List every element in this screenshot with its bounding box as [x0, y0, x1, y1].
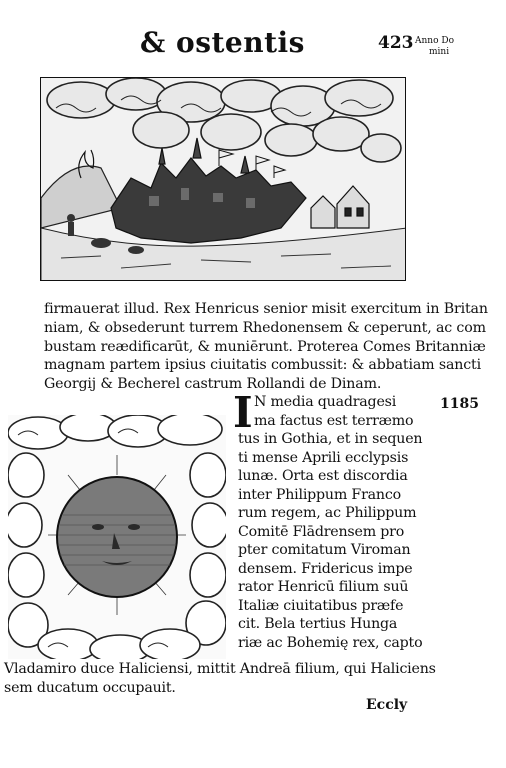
text-line: sem ducatum occupauit.: [4, 680, 176, 696]
text-line: cit. Bela tertius Hunga: [238, 616, 398, 632]
catchword: Eccly: [366, 697, 408, 713]
text-line: rator Henricū filium suū: [238, 579, 409, 595]
margin-anno-domini: [415, 36, 475, 58]
text-line: bustam reædificarūt, & muniērunt. Proterea Comes Britanniæ: [44, 339, 486, 355]
text-line: firmauerat illud. Rex Henricus senior misit exercitum in Britan: [44, 301, 488, 317]
woodcut-sun-eclipse: [8, 415, 226, 659]
text-line: Italiæ ciuitatibus præfe: [238, 597, 404, 614]
text-line: densem. Fridericus impe: [238, 560, 413, 577]
text-line: Vladamiro duce Haliciensi, mittit Andreā filium, qui Haliciens: [4, 661, 436, 677]
text-line: niam, & obsederunt turrem Rhedonensem & ceperunt, ac com: [44, 320, 486, 336]
text-line: ma factus est terræmo: [254, 412, 414, 429]
text-line: N media quadragesi: [254, 394, 397, 410]
text-line: rum regem, ac Philippum: [238, 505, 417, 521]
folio-number: 423: [378, 33, 414, 53]
text-line: riæ ac Bohemię rex, capto: [238, 634, 423, 651]
text-column: [238, 393, 424, 652]
text-line: Comitē Flādrensem pro: [238, 523, 405, 540]
drop-cap: I: [233, 388, 253, 437]
text-line: Georgij & Becherel castrum Rollandi de Dinam.: [44, 376, 382, 392]
margin-note-line1: Anno Do: [415, 36, 455, 46]
text-line: magnam partem ipsius ciuitatis combussit: & abbatiam sancti: [44, 357, 481, 373]
woodcut-burning-town: [40, 77, 406, 281]
text-line: inter Philippum Franco: [238, 486, 401, 503]
text-line: tus in Gothia, et in sequen: [238, 431, 423, 447]
text-line: pter comitatum Viroman: [238, 542, 411, 558]
margin-year: 1185: [440, 396, 479, 412]
margin-note-line2: mini: [429, 47, 450, 57]
text-line: ti mense Aprili ecclypsis: [238, 449, 409, 466]
running-head: & ostentis: [140, 26, 305, 59]
text-line: lunæ. Orta est discordia: [238, 468, 408, 484]
